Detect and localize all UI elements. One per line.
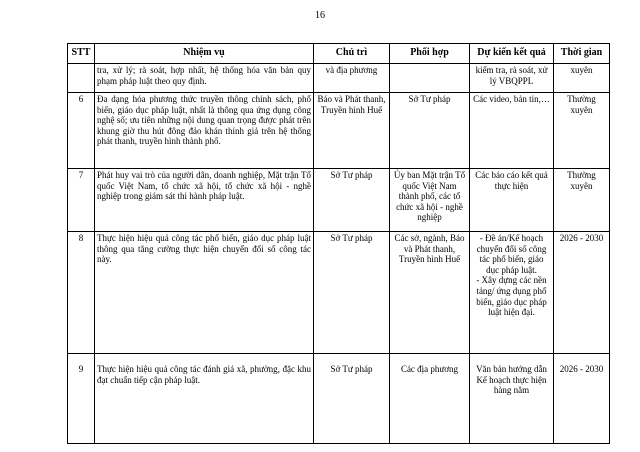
header-lead: Chủ trì [314,44,390,64]
header-task: Nhiệm vụ [95,44,314,64]
row-time: xuyên [554,64,610,93]
row-coordinate: Các địa phương [390,354,470,444]
row-lead: Sở Tư pháp [314,169,390,232]
row-coordinate [390,64,470,93]
row-expected [470,232,554,354]
row-lead: Báo và Phát thanh, Truyền hình Huế [314,93,390,169]
table-row [68,93,610,169]
row-stt: 8 [68,232,95,354]
task-table [67,43,610,444]
row-coordinate: Ủy ban Mặt trận Tổ quốc Việt Nam thành phố, các tổ chức xã hội - nghề nghiệp [390,169,470,232]
page-number: 16 [315,10,325,21]
row-lead: Sở Tư pháp [314,232,390,354]
row-expected: kiểm tra, rà soát, xử lý VBQPPL [470,64,554,93]
row-coordinate: Sở Tư pháp [390,93,470,169]
row-task: Đa dạng hóa phương thức truyền thông chính sách, phổ biến, giáo dục pháp luật, nhất là thông qua ứng dụng công nghệ số; ưu tiên những nội dung quan trọng được phát trên khung giờ thu hút đông đảo khán thính giả trên hệ thống phát thanh, truyền hình thành phố. [95,93,314,169]
row-expected: Văn bản hướng dẫn Kế hoạch thực hiện hàng năm [470,354,554,444]
header-coordinate: Phối hợp [390,44,470,64]
row-stt [68,64,95,93]
table-row [68,354,610,444]
row-expected: Các video, bản tin,… [470,93,554,169]
expected-line-platform: - Xây dựng các nền tảng/ ứng dụng phổ biến, giáo dục pháp luật hiện đại. [476,275,547,318]
row-task: Phát huy vai trò của người dân, doanh nghiệp, Mặt trận Tổ quốc Việt Nam, tổ chức xã hội, tổ chức xã hội - nghề nghiệp trong giám sát thi hành pháp luật. [95,169,314,232]
row-time: Thường xuyên [554,93,610,169]
table-header-row [68,44,610,64]
row-time: Thường xuyên [554,169,610,232]
header-expected: Dự kiến kết quả [470,44,554,64]
header-time: Thời gian [554,44,610,64]
row-lead: và địa phương [314,64,390,93]
row-stt: 7 [68,169,95,232]
table-row [68,169,610,232]
row-stt: 9 [68,354,95,444]
table-row [68,232,610,354]
row-task: Thực hiện hiệu quả công tác đánh giá xã, phường, đặc khu đạt chuẩn tiếp cận pháp luật. [95,354,314,444]
row-task: tra, xử lý; rà soát, hợp nhất, hệ thống hóa văn bản quy phạm pháp luật theo quy định. [95,64,314,93]
row-time: 2026 - 2030 [554,354,610,444]
row-task: Thực hiện hiệu quả công tác phổ biến, giáo dục pháp luật thông qua tăng cường thực hiện chuyển đổi số công tác này. [95,232,314,354]
row-coordinate: Các sở, ngành, Báo và Phát thanh, Truyền hình Huế [390,232,470,354]
expected-line-plan: - Đề án/Kế hoạch chuyển đổi số công tác phổ biến, giáo dục pháp luật. [476,233,547,275]
row-expected: Các báo cáo kết quả thực hiện [470,169,554,232]
row-lead: Sở Tư pháp [314,354,390,444]
header-stt: STT [68,44,95,64]
row-time: 2026 - 2030 [554,232,610,354]
row-stt: 6 [68,93,95,169]
table-row [68,64,610,93]
